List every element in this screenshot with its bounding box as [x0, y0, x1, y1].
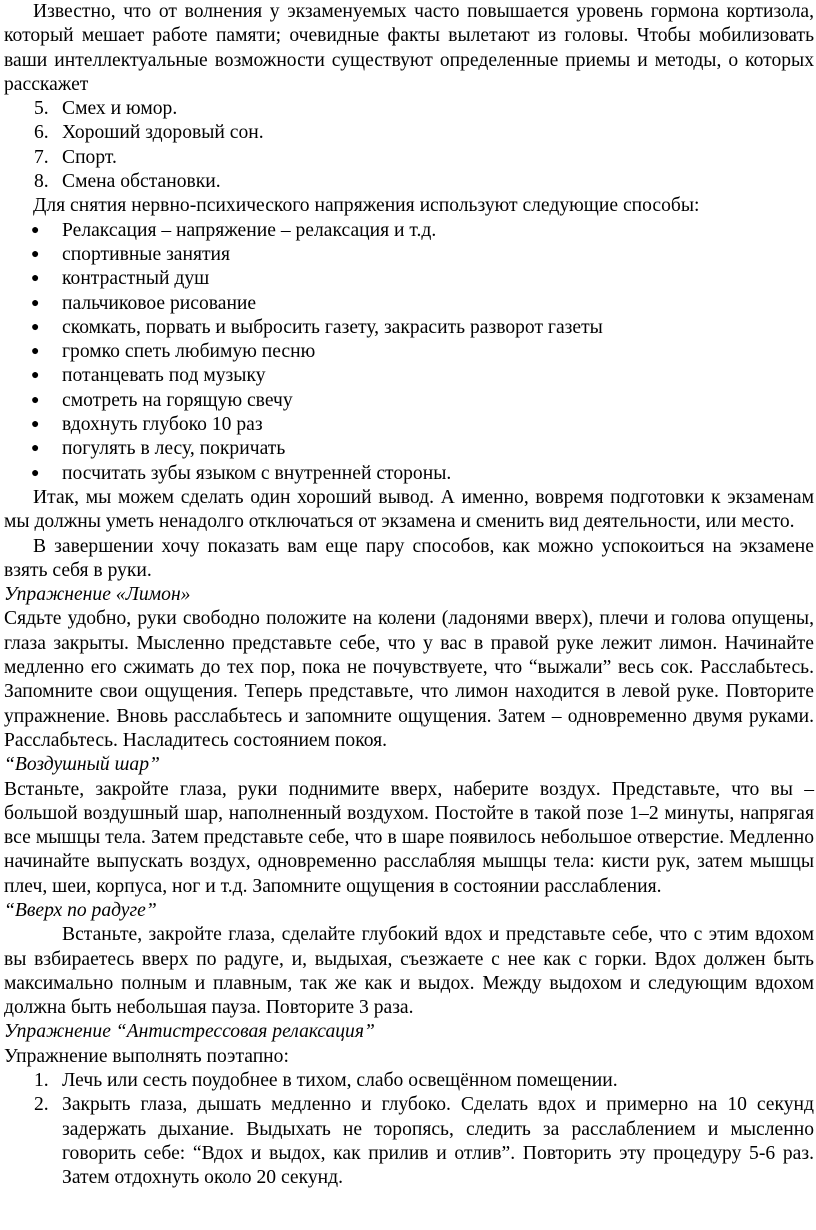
list-item	[4, 121, 814, 145]
list-item	[4, 364, 814, 388]
list-item-text: Смех и юмор.	[62, 98, 178, 120]
list-number: 1.	[34, 1070, 49, 1092]
list-item	[4, 267, 814, 291]
exercise-lemon-text: Сядьте удобно, руки свободно положите на колени (ладонями вверх), плечи и голова опущены, глаза закрыты. Мысленно представьте себе, что у вас в правой руке лежит лимон. Начинайте медленно его сжимать до тех пор, пока не почувствуете, что “выжали” весь сок. Расслабьтесь. Запомните свои ощущения. Теперь представьте, что лимон находится в левой руке. Повторите упражнение. Вновь расслабьтесь и запомните ощущения. Затем – одновременно двумя руками. Расслабьтесь. Насладитесь состоянием покоя.	[4, 608, 814, 751]
list-item-text: спортивные занятия	[62, 243, 231, 265]
bullet-icon: ●	[31, 246, 40, 262]
list-number: 6.	[34, 122, 49, 144]
exercise-rainbow-title: “Вверх по радуге”	[4, 899, 157, 921]
conclusion-paragraph: Итак, мы можем сделать один хороший вывод. А именно, вовремя подготовки к экзаменам мы должны уметь ненадолго отключаться от экзамена и сменить вид деятельности, или место.	[4, 486, 814, 533]
list-item	[4, 1093, 814, 1190]
list-number: 8.	[34, 171, 49, 193]
list-item	[4, 146, 814, 170]
bullet-icon: ●	[31, 271, 40, 287]
list-item	[4, 437, 814, 461]
list-item-text: Спорт.	[62, 146, 117, 168]
list-item	[4, 340, 814, 364]
bullet-icon: ●	[31, 368, 40, 384]
list-item-text: потанцевать под музыку	[62, 365, 266, 387]
list-item	[4, 292, 814, 316]
list-item	[4, 413, 814, 437]
bullet-icon: ●	[31, 222, 40, 238]
list-item-text: Хороший здоровый сон.	[62, 122, 264, 144]
bullet-icon: ●	[31, 392, 40, 408]
exercise-lemon-title: Упражнение «Лимон»	[4, 584, 191, 606]
bullet-list-ways	[4, 219, 814, 486]
intro-paragraph: Известно, что от волнения у экзаменуемых часто повышается уровень гормона кортизола, который мешает работе памяти; очевидные факты вылетают из головы. Чтобы мобилизовать ваши интеллектуальные возможности существуют определенные приемы и методы, о которых расскажет	[4, 1, 814, 95]
list-item-text: погулять в лесу, покричать	[62, 438, 286, 460]
bullet-icon: ●	[31, 417, 40, 433]
list-item-text: Релаксация – напряжение – релаксация и т.д.	[62, 219, 437, 241]
bullet-icon: ●	[31, 465, 40, 481]
list-item-text: посчитать зубы языком с внутренней стороны.	[62, 462, 452, 484]
list-number: 5.	[34, 98, 49, 120]
list-item	[4, 170, 814, 194]
list-item	[4, 97, 814, 121]
list-item-text: пальчиковое рисование	[62, 292, 257, 314]
exercise-antistress-intro: Упражнение выполнять поэтапно:	[4, 1045, 289, 1067]
list-number: 7.	[34, 146, 49, 168]
list-item	[4, 219, 814, 243]
exercise-balloon-title: “Воздушный шар”	[4, 754, 160, 776]
bullet-icon: ●	[31, 295, 40, 311]
numbered-list-methods	[4, 97, 814, 194]
exercise-balloon-text: Встаньте, закройте глаза, руки поднимите вверх, наберите воздух. Представьте, что вы – большой воздушный шар, наполненный воздухом. Постойте в такой позе 1–2 минуты, напрягая все мышцы тела. Затем представьте себе, что в шаре появилось небольшое отверстие. Медленно начинайте выпускать воздух, одновременно расслабляя мышцы тела: кисти рук, затем мышцы плеч, шеи, корпуса, ног и т.д. Запомните ощущения в состоянии расслабления.	[4, 778, 814, 897]
exercise-antistress-title: Упражнение “Антистрессовая релаксация”	[4, 1021, 375, 1043]
bullet-icon: ●	[31, 441, 40, 457]
list-item-text: контрастный душ	[62, 268, 210, 290]
list-item-text: скомкать, порвать и выбросить газету, закрасить разворот газеты	[62, 316, 603, 338]
list-item-text: смотреть на горящую свечу	[62, 389, 293, 411]
exercise-rainbow-text: Встаньте, закройте глаза, сделайте глубокий вдох и представьте себе, что с этим вдохом вы взбираетесь вверх по радуге, и, выдыхая, съезжаете с нее как с горки. Вдох должен быть максимально полным и плавным, так же как и выдох. Между выдохом и следующим вдохом должна быть небольшая пауза. Повторите 3 раза.	[4, 924, 814, 1019]
list-item	[4, 462, 814, 486]
ways-intro-paragraph: Для снятия нервно-психического напряжения используют следующие способы:	[33, 195, 700, 217]
list-item-text: Закрыть глаза, дышать медленно и глубоко. Сделать вдох и примерно на 10 секунд задержать дыхание. Выдыхать не торопясь, следить за расслаблением и мысленно говорить себе: “Вдох и выдох, как прилив и отлив”. Повторить эту процедуру 5-6 раз. Затем отдохнуть около 20 секунд.	[62, 1094, 814, 1189]
bullet-icon: ●	[31, 344, 40, 360]
closing-paragraph: В завершении хочу показать вам еще пару способов, как можно успокоиться на экзамене взять себя в руки.	[4, 535, 814, 581]
list-item	[4, 243, 814, 267]
list-item-text: громко спеть любимую песню	[62, 341, 316, 363]
list-number: 2.	[34, 1094, 49, 1116]
antistress-steps-list	[4, 1069, 814, 1190]
list-item-text: Лечь или сесть поудобнее в тихом, слабо освещённом помещении.	[62, 1070, 618, 1092]
list-item-text: Смена обстановки.	[62, 171, 221, 193]
list-item-text: вдохнуть глубоко 10 раз	[62, 414, 263, 436]
list-item	[4, 1069, 814, 1093]
list-item	[4, 316, 814, 340]
bullet-icon: ●	[31, 319, 40, 335]
list-item	[4, 389, 814, 413]
